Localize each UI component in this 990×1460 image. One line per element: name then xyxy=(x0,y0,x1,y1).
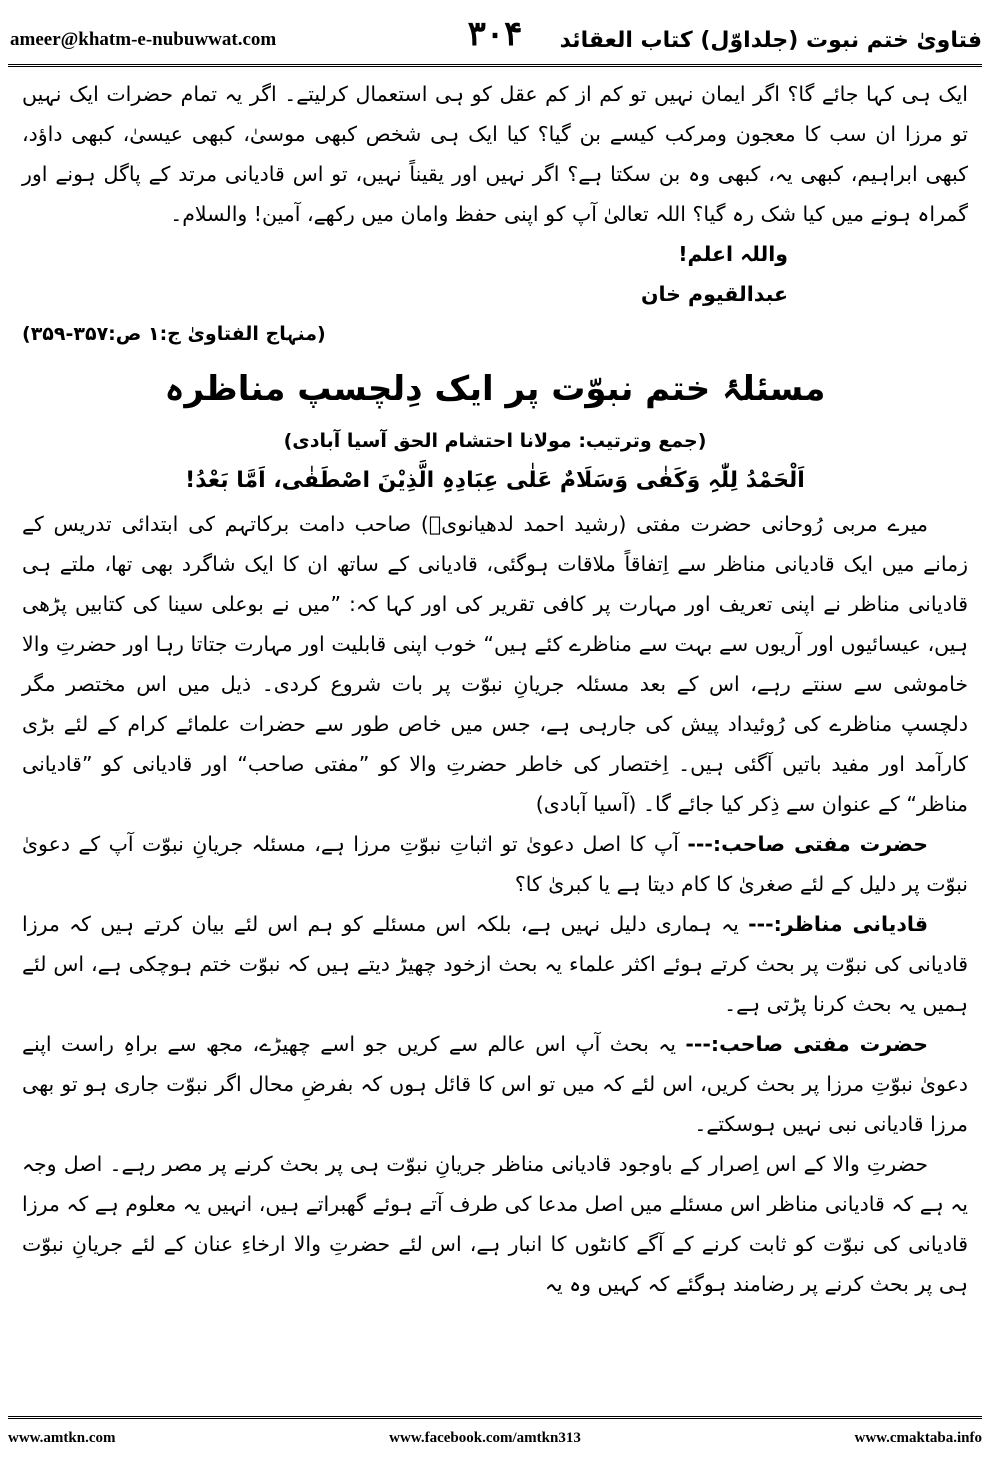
article-paragraph xyxy=(22,1144,968,1304)
paragraph-text: حضرتِ والا کے اس اِصرار کے باوجود قادیانی مناظر جریانِ نبوّت ہی پر بحث کرنے پر مصر رہے۔ اصل وجہ یہ ہے کہ قادیانی مناظر اس مسئلے میں اصل مدعا کی طرف آتے ہوئے گھبراتے ہیں، انہیں یہ معلوم ہے کہ مرزا قادیانی کی نبوّت کو ثابت کرنے کے آگے کانٹوں کا انبار ہے، اس لئے حضرتِ والا ارخاءِ عنان کے لئے جریانِ نبوّت ہی پر بحث کرنے پر رضامند ہوگئے کہ کہیں وہ یہ xyxy=(22,1152,968,1296)
article-paragraph xyxy=(22,904,968,1024)
page-number: ۳۰۴ xyxy=(467,14,523,54)
sign-off: واللہ اعلم! xyxy=(678,242,788,266)
footer-link-amtkn[interactable]: www.amtkn.com xyxy=(8,1429,116,1446)
article-paragraph xyxy=(22,1024,968,1144)
intro-paragraph: ایک ہی کہا جائے گا؟ اگر ایمان نہیں تو کم از کم عقل کو ہی استعمال کرلیتے۔ اگر یہ تمام حضرات ایک نہیں تو مرزا ان سب کا معجون ومرکب کیسے بن گیا؟ کیا ایک ہی شخص کبھی موسیٰ، کبھی عیسیٰ، کبھی داؤد، کبھی ابراہیم، کبھی یہ، کبھی وہ بن سکتا ہے؟ اگر نہیں اور یقیناً نہیں، تو اس قادیانی مرتد کے پاگل ہونے اور گمراہ ہونے میں کیا شک رہ گیا؟ اللہ تعالیٰ آپ کو اپنی حفظ وامان میں رکھے، آمین! والسلام۔ xyxy=(22,82,968,226)
article-title: مسئلۂ ختم نبوّت پر ایک دِلچسپ مناظرہ xyxy=(164,369,826,409)
page-footer xyxy=(8,1426,982,1450)
paragraph-text: یہ بحث آپ اس عالم سے کریں جو اسے چھیڑے، مجھ سے براہِ راست اپنے دعویٰ نبوّتِ مرزا پر بحث کریں، اس لئے کہ میں تو اس کا قائل ہوں کہ بفرضِ محال اگر نبوّت جاری ہو تو بھی مرزا قادیانی نبی نہیں ہوسکتے۔ xyxy=(22,1032,968,1136)
book-title: فتاویٰ ختم نبوت (جلداوّل) کتاب العقائد xyxy=(559,27,982,53)
paragraph-text: آپ کا اصل دعویٰ تو اثباتِ نبوّتِ مرزا ہے، مسئلہ جریانِ نبوّت آپ کے دعویٰ نبوّت پر دلیل کے لئے صغریٰ کا کام دیتا ہے یا کبریٰ کا؟ xyxy=(22,832,968,896)
paragraph-text: یہ ہماری دلیل نہیں ہے، بلکہ اس مسئلے کو ہم اس لئے بیان کرتے ہیں کہ مرزا قادیانی کی نبوّت پر بحث کرتے ہوئے اکثر علماء یہ بحث ازخود چھیڑ دیتے ہیں کہ نبوّت ختم ہوچکی ہے، اس لئے ہمیں یہ بحث کرنا پڑتی ہے۔ xyxy=(22,912,968,1016)
source-reference: (منہاج الفتاویٰ ج:۱ ص:۳۵۷-۳۵۹) xyxy=(22,323,326,345)
header-email[interactable]: ameer@khatm-e-nubuwwat.com xyxy=(10,29,277,50)
article-paragraph xyxy=(22,824,968,904)
footer-link-facebook[interactable]: www.facebook.com/amtkn313 xyxy=(389,1429,581,1446)
speaker-label: حضرت مفتی صاحب:--- xyxy=(687,832,928,856)
page-header xyxy=(8,14,982,62)
author-name: عبدالقیوم خان xyxy=(640,282,788,306)
header-rule xyxy=(8,64,982,67)
article-paragraph xyxy=(22,504,968,824)
footer-rule xyxy=(8,1416,982,1419)
article-compiler: (جمع وترتیب: مولانا احتشام الحق آسیا آبادی) xyxy=(283,430,707,452)
speaker-label: حضرت مفتی صاحب:--- xyxy=(685,1032,928,1056)
footer-link-cmaktaba[interactable]: www.cmaktaba.info xyxy=(854,1429,982,1446)
speaker-label: قادیانی مناظر:--- xyxy=(748,912,928,936)
page-content xyxy=(22,74,968,1304)
opening-invocation: اَلْحَمْدُ لِلّٰہِ وَکَفٰی وَسَلَامٌ عَلٰی عِبَادِہِ الَّذِیْنَ اصْطَفٰی، اَمَّا بَعْدُ! xyxy=(185,468,805,493)
paragraph-text: میرے مربی رُوحانی حضرت مفتی (رشید احمد لدھیانویؒ) صاحب دامت برکاتہم کی ابتدائی تدریس کے زمانے میں ایک قادیانی مناظر سے اِتفاقاً ملاقات ہوگئی، قادیانی کے ساتھ ان کا ایک شاگرد بھی تھا، ملتے ہی قادیانی مناظر نے اپنی تعریف اور مہارت پر کافی تقریر کی اور کہا کہ: ”میں نے بوعلی سینا کی کتابیں پڑھی ہیں، عیسائیوں اور آریوں سے بہت سے مناظرے کئے ہیں“ خوب اپنی قابلیت اور مہارت جتاتا رہا اور حضرتِ والا خاموشی سے سنتے رہے، اس کے بعد مسئلہ جریانِ نبوّت پر بات شروع کردی۔ ذیل میں اس مختصر مگر دلچسپ مناظرے کی رُوئیداد پیش کی جارہی ہے، جس میں خاص طور سے حضرات علمائے کرام کے لئے بڑی کارآمد اور مفید باتیں آگئی ہیں۔ اِختصار کی خاطر حضرتِ والا کو ”مفتی صاحب“ اور قادیانی کو ”قادیانی مناظر“ کے عنوان سے ذِکر کیا جائے گا۔ (آسیا آبادی) xyxy=(22,512,968,816)
